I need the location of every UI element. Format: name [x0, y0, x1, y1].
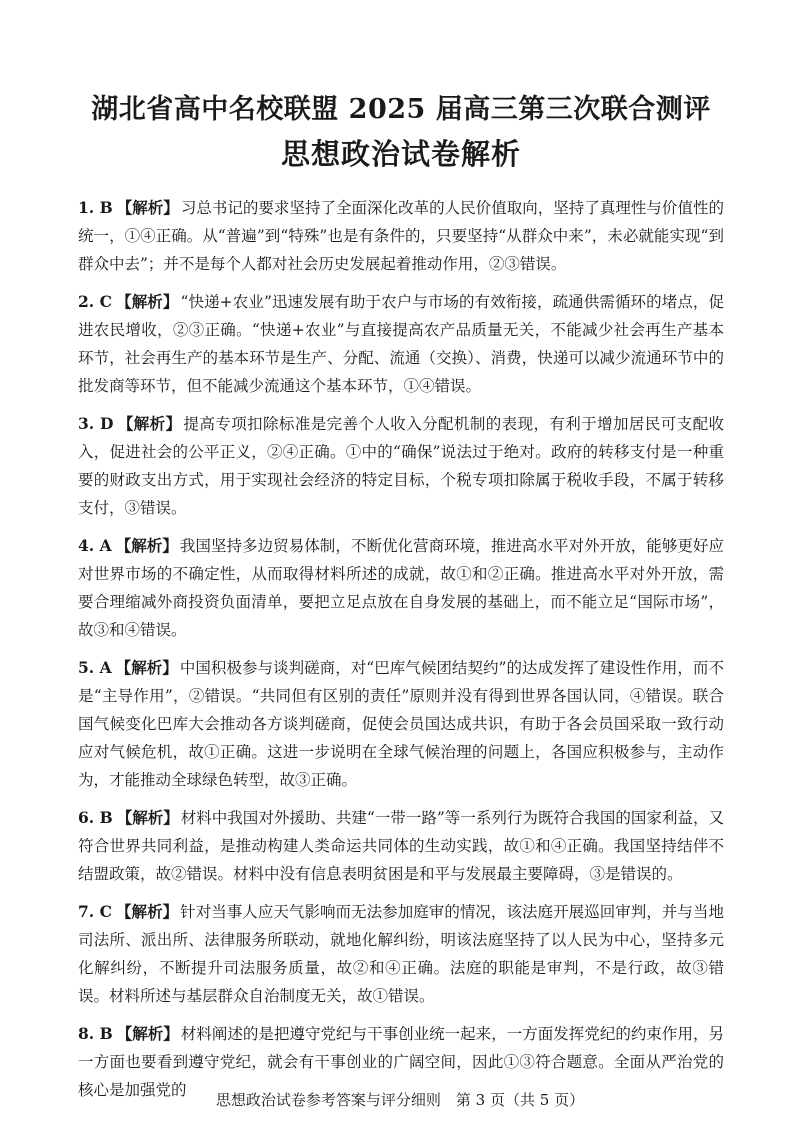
answer-text: 材料中我国对外援助、共建“一带一路”等一系列行为既符合我国的国家利益，又符合世界共同利益，是推动构建人类命运共同体的生动实践，故①和④正确。我国坚持结伴不结盟政策，故②错误。材料中没有信息表明贫困是和平与发展最主要障碍，③是错误的。	[78, 809, 724, 883]
answer-number: 1. B	[78, 198, 113, 217]
answer-number: 4. A	[78, 536, 112, 555]
answer-number: 6. B	[78, 808, 113, 827]
analysis-tag: 【解析】	[116, 1024, 179, 1043]
answer-text: 提高专项扣除标准是完善个人收入分配机制的表现，有利于增加居民可支配收入，促进社会的公平正义，②④正确。①中的“确保”说法过于绝对。政府的转移支付是一种重要的财政支出方式，用于实现社会经济的特定目标，个税专项扣除属于税收手段，不属于转移支付，③错误。	[78, 415, 724, 517]
analysis-tag: 【解析】	[117, 414, 182, 433]
answer-number: 5. A	[78, 658, 112, 677]
answer-item-2	[78, 288, 724, 400]
answer-item-3	[78, 410, 724, 522]
page-title: 湖北省高中名校联盟 2025 届高三第三次联合测评	[91, 94, 711, 125]
analysis-tag: 【解析】	[116, 808, 179, 827]
answer-number: 7. C	[78, 902, 112, 921]
page-footer: 思想政治试卷参考答案与评分细则 第 3 页（共 5 页）	[215, 1091, 585, 1109]
page-subtitle: 思想政治试卷解析	[280, 137, 521, 171]
analysis-tag: 【解析】	[116, 198, 179, 217]
answer-text: 材料阐述的是把遵守党纪与干事创业统一起来，一方面发挥党纪的约束作用，另一方面也要看到遵守党纪，就会有干事创业的广阔空间，因此①③符合题意。全面从严治党的核心是加强党的	[78, 1025, 724, 1099]
answer-text: “快递+农业”迅速发展有助于农户与市场的有效衔接，疏通供需循环的堵点，促进农民增收，②③正确。“快递+农业”与直接提高农产品质量无关，不能减少社会再生产基本环节，社会再生产的基本环节是生产、分配、流通（交换）、消费，快递可以减少流通环节中的批发商等环节，但不能减少流通这个基本环节，①④错误。	[78, 293, 724, 395]
answer-item-7	[78, 898, 724, 1010]
answer-item-5	[78, 654, 724, 794]
answer-item-1	[78, 194, 724, 278]
analysis-tag: 【解析】	[115, 536, 178, 555]
answer-item-6	[78, 804, 724, 888]
answer-list	[78, 194, 724, 1104]
analysis-tag: 【解析】	[115, 658, 178, 677]
analysis-tag: 【解析】	[115, 902, 179, 921]
answer-number: 3. D	[78, 414, 114, 433]
analysis-tag: 【解析】	[116, 292, 179, 311]
answer-text: 中国积极参与谈判磋商，对“巴库气候团结契约”的达成发挥了建设性作用，而不是“主导作用”，②错误。“共同但有区别的责任”原则并没有得到世界各国认同，④错误。联合国气候变化巴库大会推动各方谈判磋商，促使会员国达成共识，有助于各会员国采取一致行动应对气候危机，故①正确。这进一步说明在全球气候治理的问题上，各国应积极参与，主动作为，才能推动全球绿色转型，故③正确。	[78, 659, 724, 789]
answer-item-4	[78, 532, 724, 644]
answer-number: 8. B	[78, 1024, 113, 1043]
answer-text: 我国坚持多边贸易体制，不断优化营商环境，推进高水平对外开放，能够更好应对世界市场的不确定性，从而取得材料所述的成就，故①和②正确。推进高水平对外开放，需要合理缩减外商投资负面清单，要把立足点放在自身发展的基础上，而不能立足“国际市场”，故③和④错误。	[78, 537, 724, 639]
answer-text: 针对当事人应天气影响而无法参加庭审的情况，该法庭开展巡回审判，并与当地司法所、派出所、法律服务所联动，就地化解纠纷，明该法庭坚持了以人民为中心，坚持多元化解纠纷，不断提升司法服务质量，故②和④正确。法庭的职能是审判，不是行政，故③错误。材料所述与基层群众自治制度无关，故①错误。	[78, 903, 724, 1005]
answer-number: 2. C	[78, 292, 113, 311]
answer-text: 习总书记的要求坚持了全面深化改革的人民价值取向，坚持了真理性与价值性的统一，①④正确。从“普遍”到“特殊”也是有条件的，只要坚持“从群众中来”，未必就能实现“到群众中去”；并不是每个人都对社会历史发展起着推动作用，②③错误。	[78, 199, 724, 273]
